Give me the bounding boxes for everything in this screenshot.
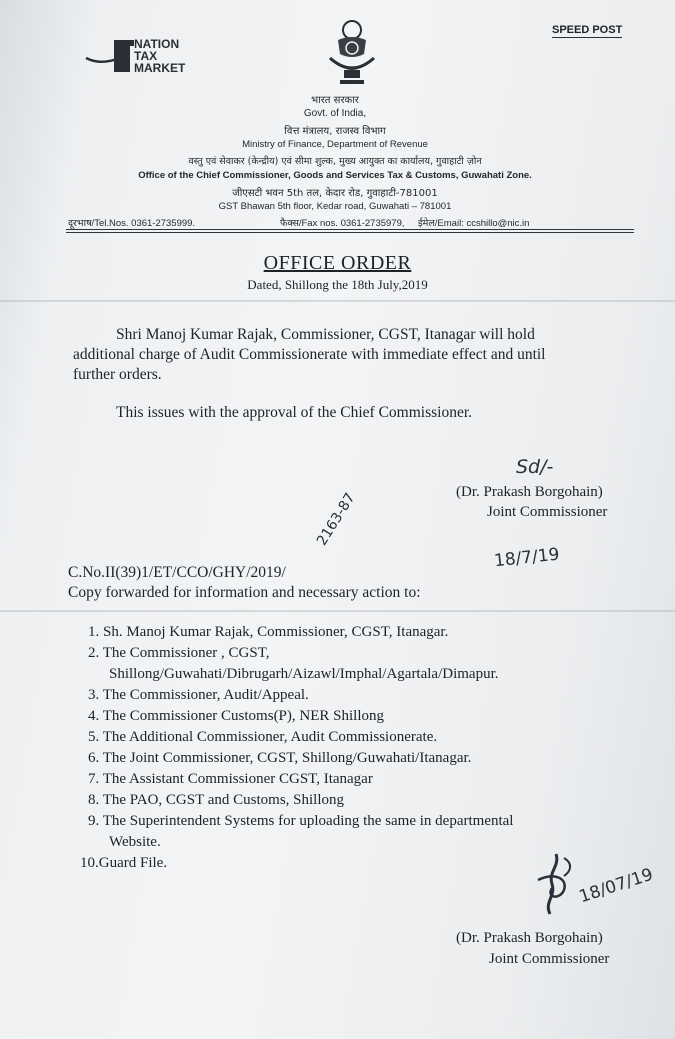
govt-english: Govt. of India, [303, 108, 367, 119]
signatory-designation: Joint Commissioner [487, 504, 608, 520]
address-hindi: जीएसटी भवन 5th तल, केदार रोड, गुवाहाटी-781001 [232, 188, 438, 199]
order-paragraph-line: Shri Manoj Kumar Rajak, Commissioner, CGST, Itanagar will hold [116, 326, 535, 343]
header-rule [66, 232, 634, 233]
handwritten-date: 18/07/19 [576, 864, 656, 908]
file-number: C.No.II(39)1/ET/CCO/GHY/2019/ [68, 564, 286, 581]
document-title [0, 252, 675, 275]
handwritten-dispatch-number: 2163-87 [314, 490, 359, 549]
ministry-english: Ministry of Finance, Department of Revenue [242, 139, 428, 150]
signatory-designation: Joint Commissioner [489, 951, 610, 967]
office-english: Office of the Chief Commissioner, Goods and Services Tax & Customs, Guwahati Zone. [138, 170, 532, 181]
sd-signature-mark: Sd/- [516, 456, 554, 478]
logo-text-line: NATION [134, 37, 180, 51]
header-rule [66, 229, 634, 230]
order-date: Dated, Shillong the 18th July,2019 [247, 277, 428, 292]
signatory-name: (Dr. Prakash Borgohain) [456, 930, 603, 946]
national-emblem-icon [320, 18, 384, 88]
logo-text-line: MARKET [134, 61, 186, 75]
email-address: ईमेल/Email: ccshillo@nic.in [418, 218, 530, 229]
order-paragraph-line: further orders. [73, 366, 162, 383]
list-item: 9. The Superintendent Systems for uploading the same in departmental [88, 813, 514, 829]
list-item: Website. [109, 834, 161, 850]
logo-text-line: TAX [134, 49, 158, 63]
recipient-list [80, 622, 514, 874]
list-item: 5. The Additional Commissioner, Audit Commissionerate. [88, 729, 438, 745]
ministry-hindi: वित्त मंत्रालय, राजस्व विभाग [284, 126, 386, 137]
telephone-numbers: दूरभाष/Tel.Nos. 0361-2735999. [68, 218, 196, 229]
list-item: 2. The Commissioner , CGST, [88, 645, 270, 661]
office-hindi: वस्तु एवं सेवाकर (केन्द्रीय) एवं सीमा शुल्क, मुख्य आयुक्त का कार्यालय, गुवाहाटी ज़ोन [188, 156, 482, 167]
handwritten-date: 18/7/19 [493, 544, 561, 572]
order-paragraph-line: additional charge of Audit Commissionerate with immediate effect and until [73, 346, 546, 363]
list-item: Shillong/Guwahati/Dibrugarh/Aizawl/Imphal/Agartala/Dimapur. [109, 666, 499, 682]
approval-paragraph: This issues with the approval of the Chief Commissioner. [116, 404, 473, 421]
speed-post-stamp: SPEED POST [552, 24, 623, 36]
nation-tax-market-logo [84, 36, 224, 76]
list-item: 7. The Assistant Commissioner CGST, Itanagar [88, 771, 373, 787]
fax-numbers: फैक्स/Fax nos. 0361-2735979, [280, 218, 405, 229]
list-item: 8. The PAO, CGST and Customs, Shillong [88, 792, 345, 808]
paper-fold [0, 610, 675, 612]
list-item: 1. Sh. Manoj Kumar Rajak, Commissioner, CGST, Itanagar. [88, 624, 449, 640]
govt-hindi: भारत सरकार [311, 95, 359, 106]
paper-fold [0, 300, 675, 302]
list-item: 6. The Joint Commissioner, CGST, Shillong/Guwahati/Itanagar. [88, 750, 472, 766]
list-item: 3. The Commissioner, Audit/Appeal. [88, 687, 309, 703]
copy-forwarded-line: Copy forwarded for information and necessary action to: [68, 584, 421, 601]
signatory-name: (Dr. Prakash Borgohain) [456, 484, 603, 500]
list-item: 10.Guard File. [80, 855, 168, 871]
address-english: GST Bhawan 5th floor, Kedar road, Guwahati – 781001 [218, 201, 452, 212]
list-item: 4. The Commissioner Customs(P), NER Shillong [88, 708, 384, 724]
document-title-text: OFFICE ORDER [263, 252, 412, 274]
